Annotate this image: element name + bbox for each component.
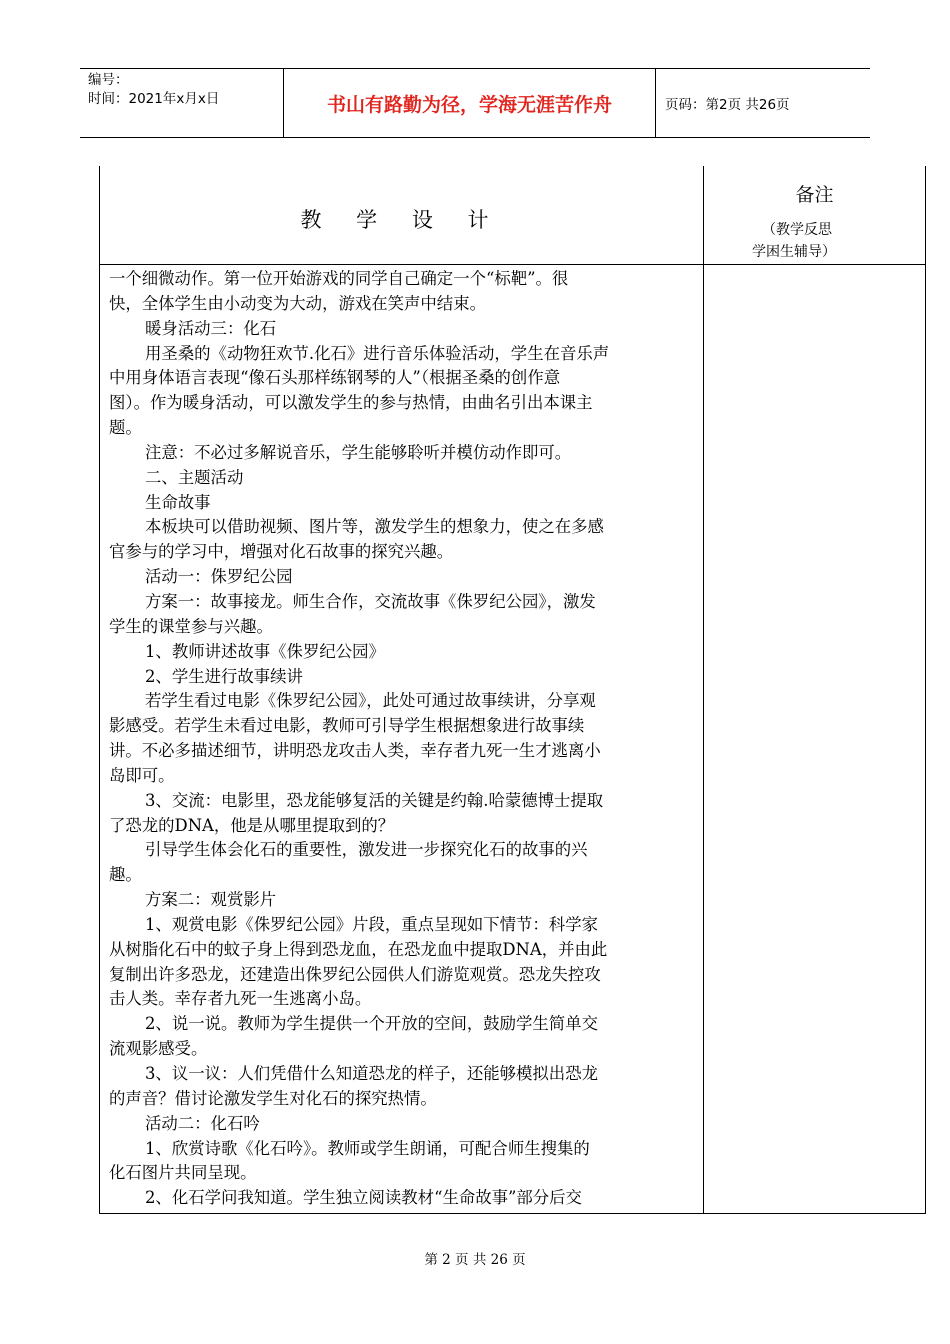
content-line: 岛即可。 [109, 765, 175, 785]
column-divider [703, 166, 704, 1213]
content-line: 活动二：化石吟 [145, 1113, 260, 1133]
lesson-design-table [99, 166, 926, 1214]
content-line: 击人类。幸存者九死一生逃离小岛。 [109, 989, 372, 1009]
content-line: 图）。作为暖身活动，可以激发学生的参与热情，由曲名引出本课主 [109, 393, 593, 413]
page-info-cell [656, 69, 870, 137]
page-header [80, 68, 870, 138]
content-line: 的声音？借讨论激发学生对化石的探究热情。 [109, 1088, 437, 1108]
content-line: 3、交流：电影里，恐龙能够复活的关键是约翰.哈蒙德博士提取 [145, 790, 604, 810]
content-line: 2、学生进行故事续讲 [145, 666, 303, 686]
content-line: 一个细微动作。第一位开始游戏的同学自己确定一个“标靶”。很 [109, 269, 569, 288]
content-line: 官参与的学习中，增强对化石故事的探究兴趣。 [109, 542, 454, 562]
lesson-content [109, 267, 699, 1211]
content-line: 方案二：观赏影片 [145, 890, 277, 910]
content-line: 影感受。若学生未看过电影，教师可引导学生根据想象进行故事续 [109, 716, 585, 736]
content-line: 了恐龙的DNA，他是从哪里提取到的？ [109, 815, 395, 835]
remark-column-subtitle [704, 219, 925, 263]
content-line: 本板块可以借助视频、图片等，激发学生的想象力，使之在多感 [145, 517, 604, 537]
header-meta-cell [80, 69, 283, 137]
content-line: 趣。 [109, 865, 142, 885]
content-line: 学生的课堂参与兴趣。 [109, 616, 273, 636]
content-line: 中用身体语言表现“像石头那样练钢琴的人”（根据圣桑的创作意 [109, 368, 561, 388]
content-line: 流观影感受。 [109, 1039, 208, 1059]
content-line: 1、观赏电影《侏罗纪公园》片段，重点呈现如下情节：科学家 [145, 914, 598, 934]
page-footer: 第 2 页 共 26 页 [424, 1252, 526, 1268]
content-line: 生命故事 [145, 492, 211, 512]
remark-subtitle-line-1: （教学反思 [762, 222, 832, 238]
serial-label: 编号： [88, 72, 129, 88]
table-title: 教 学 设 计 [300, 208, 503, 232]
remark-column-title: 备注 [795, 184, 834, 206]
header-row-divider [100, 264, 925, 265]
motto-cell [283, 69, 656, 137]
content-line: 活动一：侏罗纪公园 [145, 567, 293, 587]
content-line: 1、欣赏诗歌《化石吟》。教师或学生朗诵，可配合师生搜集的 [145, 1138, 590, 1158]
content-line: 二、主题活动 [145, 467, 244, 487]
content-line: 若学生看过电影《侏罗纪公园》，此处可通过故事续讲，分享观 [145, 691, 596, 711]
content-line: 方案一：故事接龙。师生合作，交流故事《侏罗纪公园》，激发 [145, 591, 596, 611]
content-line: 暖身活动三：化石 [145, 318, 277, 338]
content-line: 用圣桑的《动物狂欢节.化石》进行音乐体验活动，学生在音乐声 [145, 343, 610, 363]
content-line: 1、教师讲述故事《侏罗纪公园》 [145, 641, 385, 661]
content-line: 题。 [109, 418, 142, 438]
content-line: 复制出许多恐龙，还建造出侏罗纪公园供人们游览观赏。恐龙失控攻 [109, 964, 601, 984]
content-line: 注意：不必过多解说音乐，学生能够聆听并模仿动作即可。 [145, 442, 572, 462]
remark-subtitle-line-2: 学困生辅导） [752, 244, 836, 260]
page-info-text: 页码：第2页 共26页 [665, 97, 790, 113]
content-line: 2、化石学问我知道。学生独立阅读教材“生命故事”部分后交 [145, 1188, 582, 1208]
content-line: 讲。不必多描述细节，讲明恐龙攻击人类，幸存者九死一生才逃离小 [109, 741, 601, 761]
content-line: 快，全体学生由小动变为大动，游戏在笑声中结束。 [109, 293, 486, 313]
content-line: 化石图片共同呈现。 [109, 1163, 257, 1183]
motto-text: 书山有路勤为径，学海无涯苦作舟 [326, 93, 612, 116]
content-line: 2、说一说。教师为学生提供一个开放的空间，鼓励学生简单交 [145, 1014, 598, 1034]
date-label: 时间：2021年x月x日 [88, 91, 220, 107]
content-line: 从树脂化石中的蚊子身上得到恐龙血，在恐龙血中提取DNA，并由此 [109, 939, 608, 959]
content-line: 引导学生体会化石的重要性，激发进一步探究化石的故事的兴 [145, 840, 588, 860]
content-line: 3、议一议：人们凭借什么知道恐龙的样子，还能够模拟出恐龙 [145, 1064, 598, 1083]
